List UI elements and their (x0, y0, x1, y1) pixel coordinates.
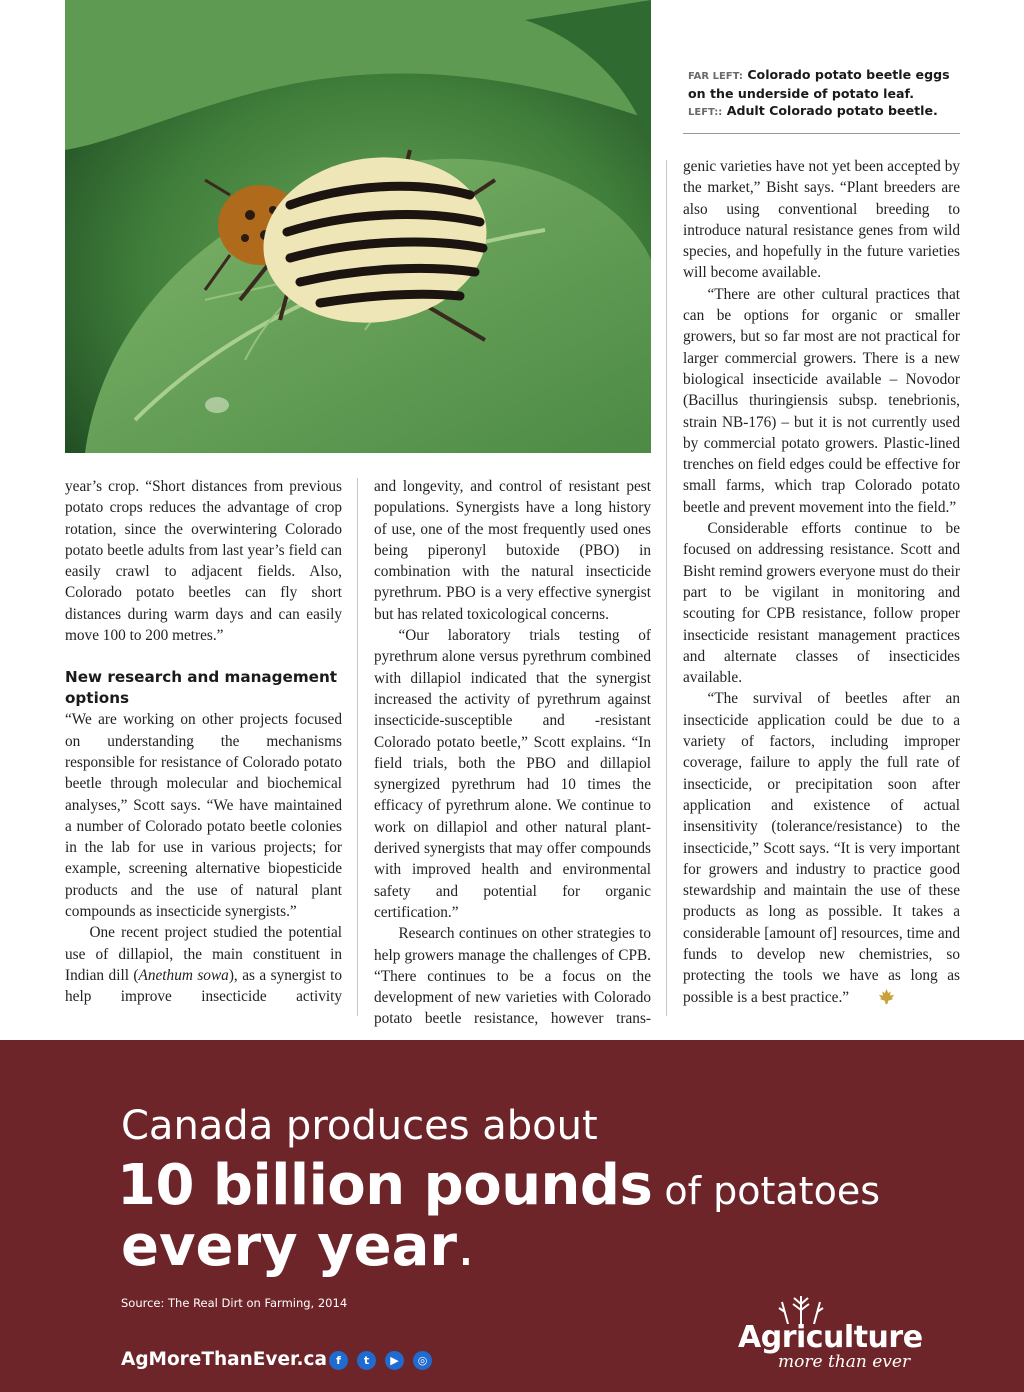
banner-highlight: 10 billion pounds (117, 1153, 653, 1218)
banner-line-1: Canada produces about (121, 1103, 598, 1149)
caption-far-left (688, 66, 960, 102)
banner-source: Source: The Real Dirt on Farming, 2014 (121, 1296, 348, 1310)
website-link[interactable]: AgMoreThanEver.ca (121, 1349, 328, 1370)
beetle-photo (65, 0, 651, 453)
column-divider (666, 160, 667, 1016)
paragraph: “Our laboratory trials testing of pyrethrum alone versus pyrethrum combined with dillapiol indicated that the synergist increased the activity of pyrethrum against insecticide-susceptible and -resistant Colorado potato beetle,” Scott explains. “In field trials, both the PBO and dillapiol synergized pyrethrum had 10 times the efficacy of pyrethrum alone. We continue to work on dillapiol and other natural plant-derived synergists that may offer compounds with improved health and environmental safety and potential for organic certification.” (374, 627, 651, 921)
facebook-icon[interactable]: f (329, 1351, 348, 1370)
beetle-photo-image (65, 0, 651, 453)
wheat-icon (766, 1290, 836, 1324)
species-name: Anethum sowa (138, 966, 229, 984)
paragraph: year’s crop. “Short distances from previous potato crops reduces the advantage of crop rotation, since the overwintering Colorado potato beetle adults from last year’s field can easily crawl to adjacent fields. Also, Colorado potato beetles can fly short distances during warm days and can easily move 100 to 200 metres.” (65, 478, 342, 645)
paragraph: and longevity, and control of resistant pest populations. Synergists have a long history of use, one of the most frequently used ones being piperonyl butoxide (PBO) in combination with the natural insecticide pyrethrum. PBO is a very effective synergist but has related toxicological concerns. (374, 478, 651, 623)
paragraph-text: “The survival of beetles after an insecticide application could be due to a variety of factors, including improper coverage, failure to apply the full rate of insecticide, or precipitation soon after application and existence of actual insensitivity (tolerance/resistance) to the insecticide,” Scott says. “It is very important for growers and industry to practice good stewardship and maintain the use of these products as long as possible. It takes a considerable [amount of] resources, time and funds to develop new chemistries, so protecting the tools we have as long as possible is a best practice.” (683, 690, 960, 1006)
banner-line-3 (121, 1212, 475, 1282)
youtube-icon[interactable]: ▶ (385, 1351, 404, 1370)
twitter-icon[interactable]: t (357, 1351, 376, 1370)
paragraph (65, 922, 342, 1007)
caption-left-label: LEFT:: (688, 107, 723, 118)
paragraph: genic varieties have not yet been accepted by the market,” Bisht says. “Plant breeders are also using conventional breeding to introduce natural resistance genes from wild species, and hopefully in the future varieties will become available. (683, 158, 960, 282)
paragraph-text: ), as a synergist to help improve insecticide activity (65, 966, 342, 1006)
article-column-2 (374, 476, 651, 1030)
agriculture-logo (738, 1290, 938, 1380)
paragraph: “We are working on other projects focused on understanding the mechanisms responsible for resistance of Colorado potato beetle through molecular and biochemical analyses,” Scott says. “We have maintained a number of Colorado potato beetle colonies in the lab for use in various projects; for example, screening alternative biopesticide products and the use of natural plant compounds as insecticide synergists.” (65, 711, 342, 921)
ad-banner (0, 1040, 1024, 1392)
paragraph (683, 688, 960, 1010)
paragraph: Considerable efforts continue to be focused on addressing resistance. Scott and Bisht remind growers everyone must do their part to be vigilant in monitoring and scouting for CPB resistance, follow proper insecticide resistant management practices and alternate classes of insecticides available. (683, 520, 960, 687)
paragraph-text: One recent project studied the potential use of dillapiol, the main constituent in Indian dill ( (65, 924, 342, 984)
article-column-3 (683, 156, 960, 1011)
caption-far-left-text: Colorado potato beetle eggs on the underside of potato leaf. (688, 67, 950, 101)
caption-far-left-label: FAR LEFT: (688, 71, 743, 82)
photo-caption (688, 66, 960, 121)
section-heading: New research and management options (65, 668, 338, 708)
caption-divider (683, 133, 960, 134)
paragraph: “There are other cultural practices that can be options for organic or smaller growers, but so far most are not practical for larger commercial growers. There is a new biological insecticide available – Novodor (Bacillus thuringiensis subsp. tenebrionis, strain NB-176) – but it is not currently used by commercial potato growers. Plastic-lined trenches on field edges could be effective for small farms, which trap Colorado potato beetle and prevent movement into the field.” (683, 285, 960, 516)
maple-leaf-icon (853, 988, 894, 1011)
caption-left-text: Adult Colorado potato beetle. (726, 103, 938, 118)
paragraph: Research continues on other strategies to help growers manage the challenges of CPB. “There continues to be a focus on the development of new varieties with Colorado potato beetle resistance, however trans- (374, 925, 651, 1028)
instagram-icon[interactable]: ◎ (413, 1351, 432, 1370)
logo-tagline: more than ever (778, 1352, 911, 1372)
caption-left (688, 102, 960, 121)
article-column-1 (65, 476, 342, 1008)
banner-highlight: every year (121, 1214, 457, 1279)
column-divider (357, 478, 358, 1016)
logo-wordmark: Agriculture (738, 1320, 923, 1355)
banner-period: . (456, 1214, 475, 1279)
banner-text: of potatoes (652, 1169, 881, 1213)
